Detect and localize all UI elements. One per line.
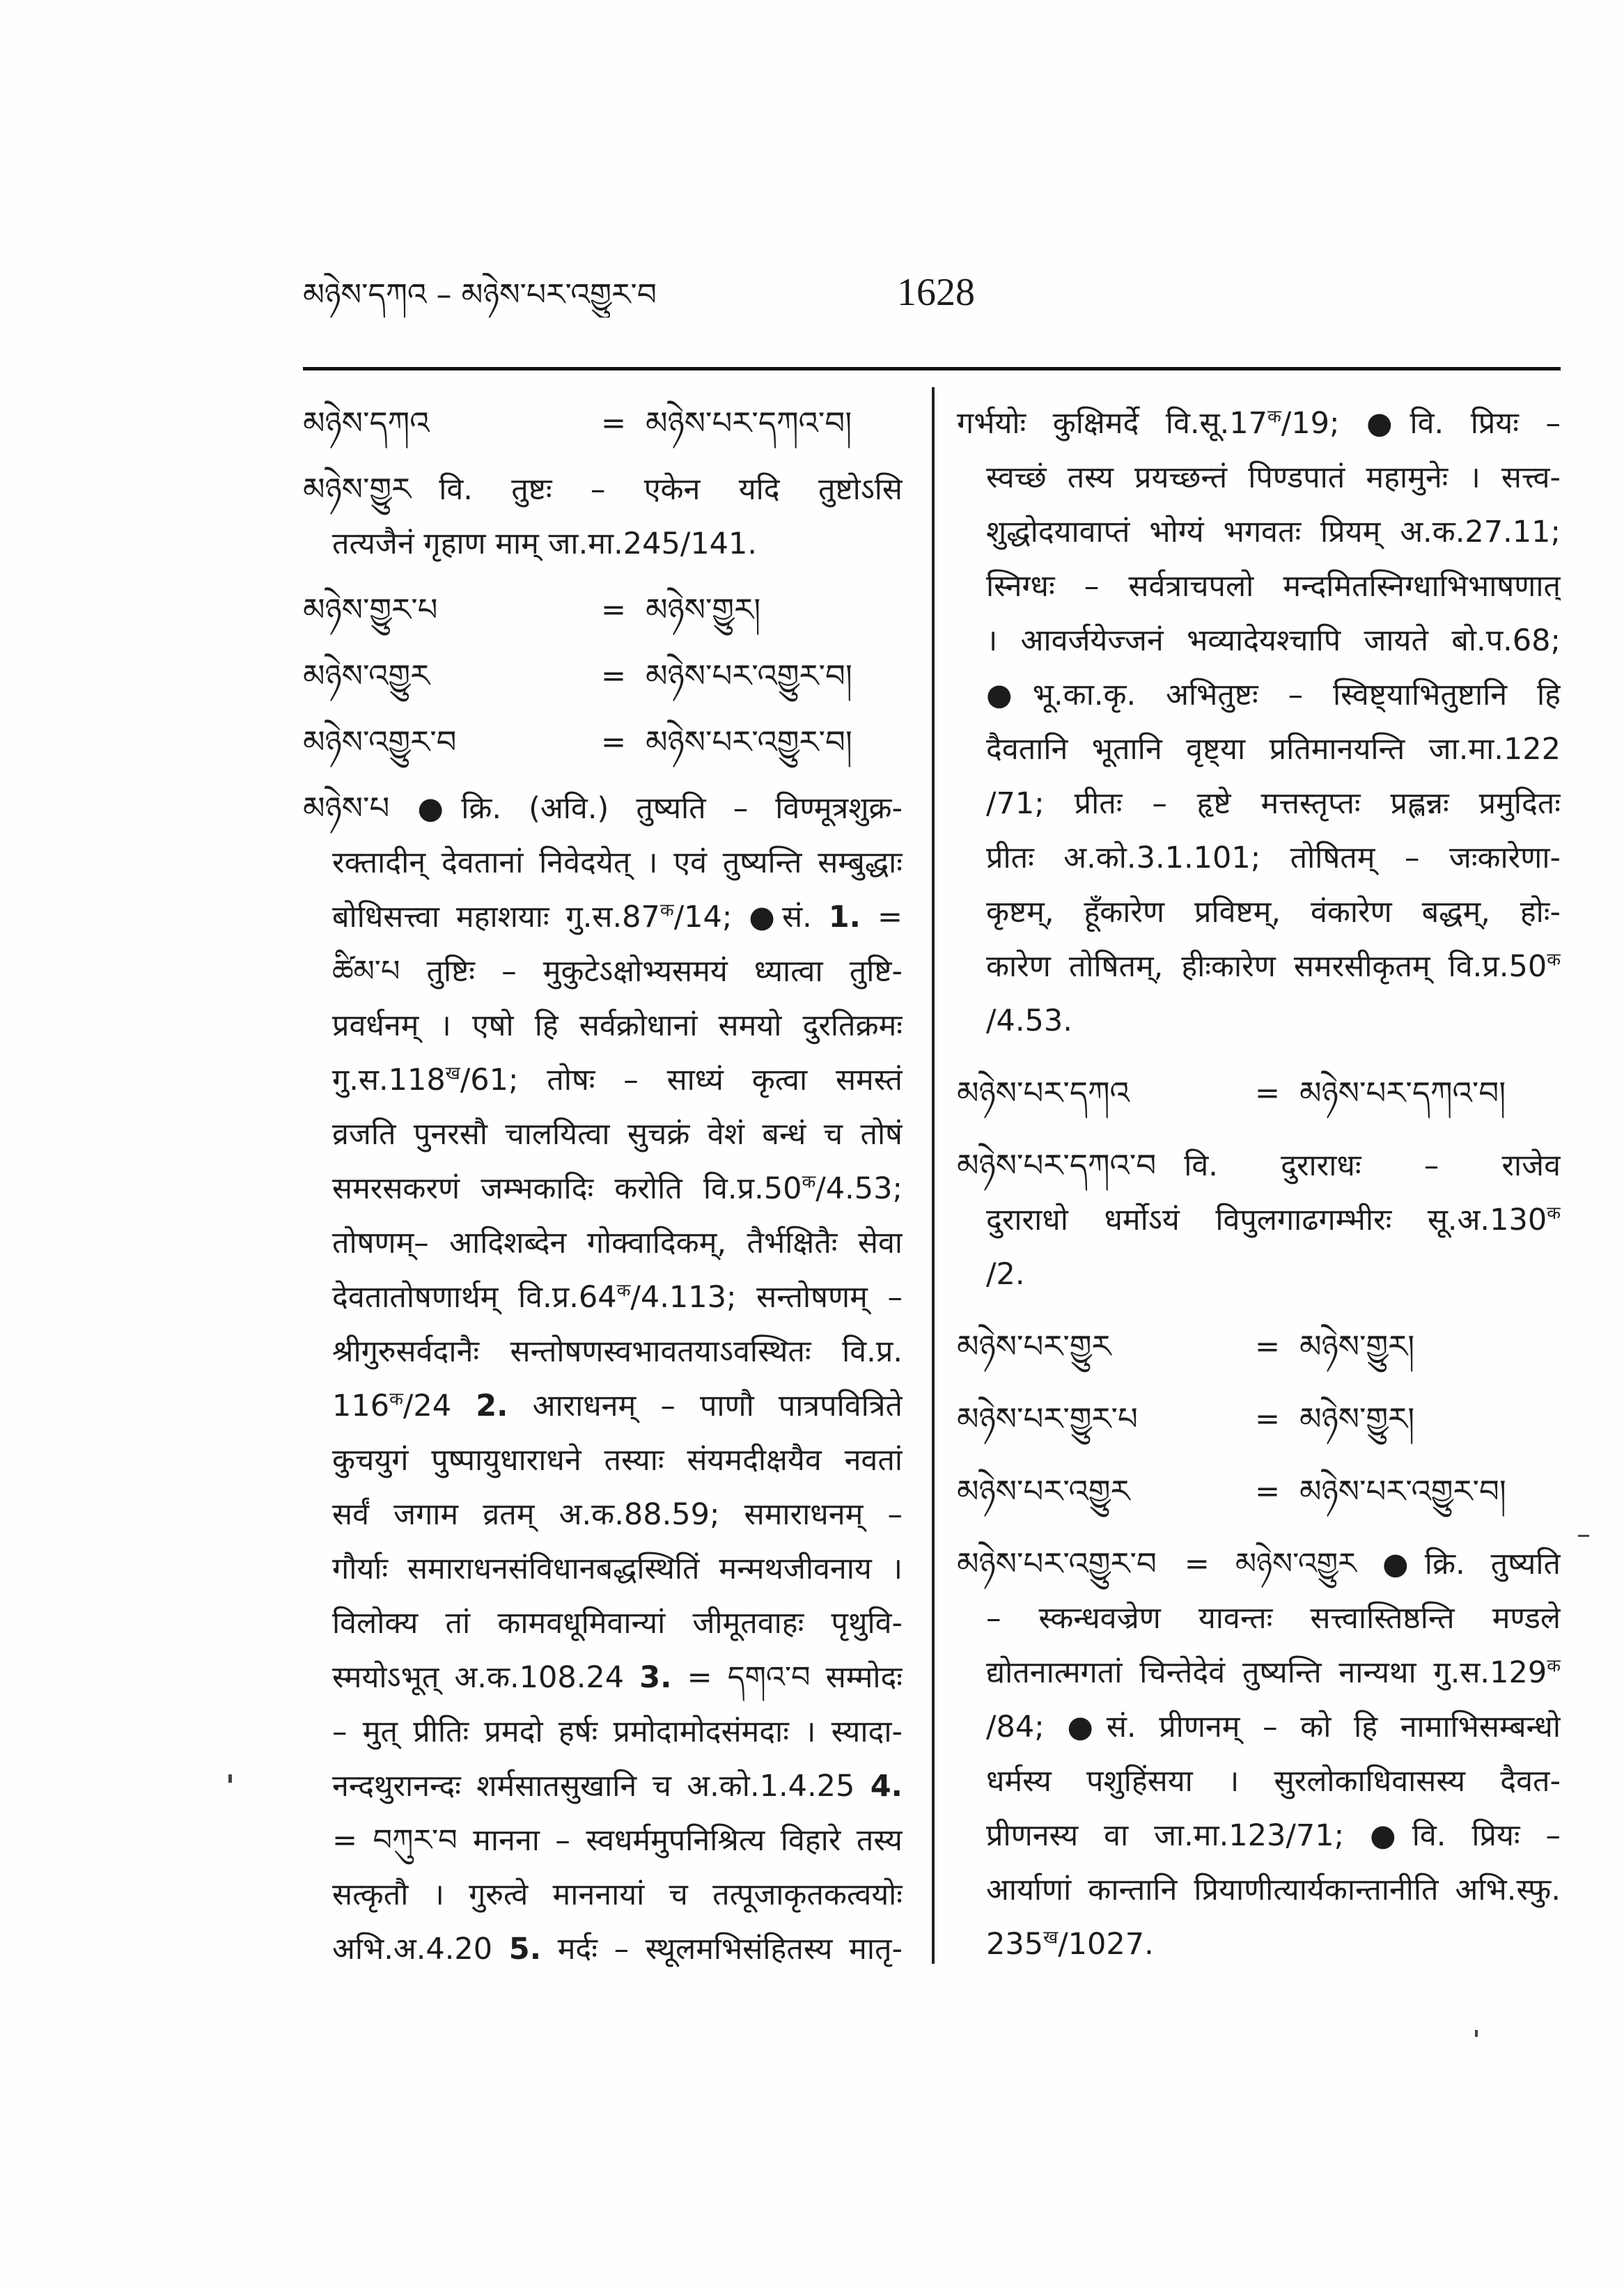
definition-text: /19; ●वि. प्रियः – bbox=[1281, 406, 1561, 441]
definition-line bbox=[303, 1759, 903, 1813]
definition-text: /24 bbox=[403, 1389, 476, 1423]
cross-reference-row bbox=[957, 1392, 1561, 1446]
folio-side-marker: ख bbox=[1043, 1927, 1059, 1948]
cross-reference-row bbox=[957, 1320, 1561, 1374]
cross-reference-target: མཉེས་པར་དཀའ་བ། bbox=[1299, 1075, 1506, 1111]
dictionary-entry bbox=[303, 462, 903, 571]
sense-number: 1. bbox=[828, 900, 861, 935]
definition-line bbox=[957, 1700, 1561, 1754]
entry-headword: མཉེས་པར་གྱུར་པ bbox=[957, 1400, 1138, 1437]
folio-side-marker: क bbox=[802, 1171, 816, 1193]
folio-side-marker: क bbox=[1267, 406, 1281, 428]
definition-text: 116 bbox=[332, 1389, 390, 1423]
dictionary-entry bbox=[303, 396, 903, 451]
scan-speck bbox=[1578, 1535, 1589, 1537]
definition-text: गु.स.118 bbox=[332, 1063, 446, 1097]
definition-line bbox=[957, 1754, 1561, 1808]
cross-reference-target: མཉེས་གྱུར། bbox=[1299, 1400, 1415, 1437]
definition-text: देवतातोषणार्थम् वि.प्र.64 bbox=[332, 1280, 617, 1315]
definition-text: तत्यजैनं गृहाण माम् जा.मा.245/141. bbox=[332, 526, 758, 561]
definition-line bbox=[303, 1868, 903, 1922]
definition-text: श्रीगुरुसर्वदानैः सन्तोषणस्वभावतयाऽवस्थितः वि.प्र. bbox=[332, 1334, 903, 1369]
definition-line bbox=[957, 396, 1561, 451]
definition-line bbox=[957, 1247, 1561, 1302]
definition-line bbox=[303, 1379, 903, 1433]
entry-headword: མཉེས་པར་འགྱུར bbox=[957, 1473, 1130, 1510]
definition-line bbox=[957, 1863, 1561, 1917]
definition-text: धर्मस्य पशुहिंसया । सुरलोकाधिवासस्य दैवत- bbox=[986, 1764, 1561, 1799]
dictionary-entry bbox=[303, 649, 903, 703]
cross-reference-target: མཉེས་པར་འགྱུར་བ། bbox=[646, 657, 852, 694]
equals-sign: = bbox=[1255, 1076, 1281, 1111]
equals-sign: = bbox=[1255, 1402, 1281, 1437]
definition-line bbox=[957, 505, 1561, 559]
cross-reference-target: མཉེས་པར་འགྱུར་བ། bbox=[646, 724, 852, 760]
definition-line bbox=[303, 1325, 903, 1379]
definition-text: आर्याणां कान्तानि प्रियाणीत्यार्यकान्तानीति अभि.स्फु. bbox=[986, 1873, 1561, 1907]
definition-first-line bbox=[957, 1139, 1561, 1193]
folio-side-marker: क bbox=[1547, 1655, 1561, 1677]
definition-text: । आवर्जयेज्जनं भव्यादेयश्चापि जायते बो.प.68; bbox=[986, 623, 1561, 658]
definition-text: दैवतानि भूतानि वृष्ट्या प्रतिमानयन्ति जा.मा.122 bbox=[986, 732, 1561, 767]
definition-line bbox=[957, 1193, 1561, 1247]
definition-line bbox=[957, 1917, 1561, 1971]
folio-side-marker: ख bbox=[445, 1063, 460, 1084]
definition-text: वि. दुराराधः – राजेव bbox=[1184, 1148, 1561, 1183]
entry-headword: མཉེས་གྱུར་པ bbox=[303, 591, 438, 628]
definition-line bbox=[303, 1922, 903, 1976]
definition-text: /84; ●सं. प्रीणनम् – को हि नामाभिसम्बन्धो bbox=[986, 1710, 1561, 1744]
definition-line bbox=[957, 1808, 1561, 1863]
definition-text: विलोक्य तां कामवधूमिवान्यां जीमूतवाहः पृथुवि- bbox=[332, 1606, 903, 1641]
definition-line bbox=[957, 776, 1561, 831]
cross-reference-row bbox=[957, 1066, 1561, 1120]
dictionary-entry bbox=[957, 1392, 1561, 1446]
definition-text: गर्भयोः कुक्षिमर्दे वि.सू.17 bbox=[957, 406, 1267, 441]
definition-line bbox=[957, 885, 1561, 939]
definition-line bbox=[303, 1650, 903, 1705]
dictionary-entry bbox=[957, 1139, 1561, 1302]
definition-text: /1027. bbox=[1058, 1927, 1154, 1962]
dictionary-entry bbox=[957, 396, 1561, 1048]
dictionary-entry bbox=[957, 1320, 1561, 1374]
folio-side-marker: क bbox=[389, 1389, 403, 1410]
definition-text: = མཉེས་འགྱུར ●क्रि. तुष्यति bbox=[1184, 1547, 1561, 1581]
definition-text: आराधनम् – पाणौ पात्रपवित्रिते bbox=[508, 1389, 903, 1423]
definition-text: अभि.अ.4.20 bbox=[332, 1932, 509, 1967]
definition-text: सर्वं जगाम व्रतम् अ.क.88.59; समाराधनम् – bbox=[332, 1497, 903, 1532]
entry-headword: མཉེས་པར་འགྱུར་བ bbox=[957, 1545, 1157, 1582]
definition-line bbox=[303, 1433, 903, 1487]
definition-text: वि. तुष्टः – एकेन यदि तुष्टोऽसि bbox=[439, 472, 903, 507]
definition-line bbox=[957, 939, 1561, 994]
definition-first-line bbox=[957, 1537, 1561, 1591]
entry-headword: མཉེས་དཀའ bbox=[303, 405, 430, 442]
definition-line bbox=[303, 1596, 903, 1650]
entry-headword: མཉེས་འགྱུར bbox=[303, 657, 430, 694]
definition-text: = དགའ་བ सम्मोदः bbox=[671, 1660, 903, 1695]
folio-side-marker: क bbox=[616, 1280, 631, 1302]
entry-headword: མཉེས་པ bbox=[303, 790, 390, 827]
definition-text: शुद्धोदयावाप्तं भोग्यं भगवतः प्रियम् अ.क.27.11; bbox=[986, 515, 1561, 549]
definition-line bbox=[957, 1646, 1561, 1700]
definition-line bbox=[957, 614, 1561, 668]
definition-line bbox=[303, 836, 903, 890]
definition-text: समरसकरणं जम्भकादिः करोति वि.प्र.50 bbox=[332, 1171, 802, 1206]
definition-text: = bbox=[861, 900, 903, 935]
definition-line bbox=[957, 831, 1561, 885]
equals-sign: = bbox=[1255, 1474, 1281, 1509]
definition-text: /14; ●सं. bbox=[673, 900, 829, 935]
page-number: 1628 bbox=[897, 271, 975, 314]
folio-side-marker: क bbox=[1547, 949, 1561, 971]
definition-text: ●क्रि. (अवि.) तुष्यति – विण्मूत्रशुक्र- bbox=[417, 791, 903, 826]
definition-text: /71; प्रीतः – हृष्टे मत्तस्तृप्तः प्रह्लन्नः प्रमुदितः bbox=[986, 786, 1561, 821]
definition-text: 235 bbox=[986, 1927, 1044, 1962]
equals-sign: = bbox=[601, 659, 627, 694]
definition-first-line bbox=[303, 781, 903, 836]
dictionary-entry bbox=[957, 1537, 1561, 1971]
equals-sign: = bbox=[601, 593, 627, 627]
definition-line-text bbox=[1184, 1139, 1561, 1193]
definition-line bbox=[303, 1162, 903, 1216]
entry-headword: མཉེས་གྱུར bbox=[303, 471, 412, 508]
scan-speck bbox=[228, 1774, 232, 1783]
definition-text: /4.53; bbox=[815, 1171, 903, 1206]
definition-text: तोषणम्– आदिशब्देन गोक्वादिकम्, तैर्भक्षितैः सेवा bbox=[332, 1226, 903, 1260]
sense-number: 5. bbox=[508, 1932, 542, 1967]
definition-line bbox=[957, 1591, 1561, 1646]
definition-text: बोधिसत्त्वा महाशयाः गु.स.87 bbox=[332, 900, 660, 935]
definition-text: /2. bbox=[986, 1257, 1025, 1292]
sense-number: 4. bbox=[870, 1769, 903, 1804]
sense-number: 3. bbox=[639, 1660, 672, 1695]
definition-text: प्रीणनस्य वा जा.मा.123/71; ●वि. प्रियः – bbox=[986, 1818, 1561, 1853]
equals-sign: = bbox=[601, 725, 627, 760]
definition-line bbox=[303, 1705, 903, 1759]
definition-line bbox=[303, 999, 903, 1053]
cross-reference-row bbox=[303, 396, 903, 451]
header-rule bbox=[303, 367, 1561, 370]
definition-text: प्रवर्धनम् । एषो हि सर्वक्रोधानां समयो दुरतिक्रमः bbox=[332, 1008, 903, 1043]
definition-text: ཚིམ་པ तुष्टिः – मुकुटेऽक्षोभ्यसमयं ध्यात्वा तुष्टि- bbox=[332, 954, 903, 989]
folio-side-marker: क bbox=[659, 900, 674, 921]
definition-line bbox=[303, 944, 903, 999]
definition-text: प्रीतः अ.को.3.1.101; तोषितम् – जःकारेणा- bbox=[986, 841, 1561, 875]
dictionary-entry bbox=[957, 1066, 1561, 1120]
definition-line bbox=[303, 1542, 903, 1596]
definition-text: नन्दथुरानन्दः शर्मसातसुखानि च अ.को.1.4.25 bbox=[332, 1769, 870, 1804]
definition-text: – मुत् प्रीतिः प्रमदो हर्षः प्रमोदामोदसंमदाः । स्यादा- bbox=[332, 1714, 903, 1749]
entry-headword: མཉེས་པར་དཀའ bbox=[957, 1075, 1130, 1111]
definition-text: स्निग्धः – सर्वत्राचपलो मन्दमितस्निग्धाभिभाषणात् bbox=[986, 569, 1561, 604]
scan-speck bbox=[1475, 2030, 1478, 2037]
cross-reference-row bbox=[303, 649, 903, 703]
cross-reference-row bbox=[303, 715, 903, 769]
entry-headword: མཉེས་འགྱུར་བ bbox=[303, 724, 457, 760]
dictionary-entry bbox=[957, 1464, 1561, 1519]
dictionary-entry bbox=[303, 781, 903, 1976]
definition-line bbox=[957, 994, 1561, 1048]
equals-sign: = bbox=[1255, 1329, 1281, 1364]
definition-text: – स्कन्धवज्रेण यावन्तः सत्त्वास्तिष्ठन्ति मण्डले bbox=[986, 1601, 1561, 1636]
definition-text: व्रजति पुनरसौ चालयित्वा सुचक्रं वेशं बन्धं च तोषं bbox=[332, 1117, 903, 1152]
definition-text: ●भू.का.कृ. अभितुष्टः – स्विष्ट्याभितुष्टानि हि bbox=[986, 678, 1561, 712]
definition-text: द्योतनात्मगतां चिन्तेदेवं तुष्यन्ति नान्यथा गु.स.129 bbox=[986, 1655, 1547, 1690]
cross-reference-target: མཉེས་གྱུར། bbox=[646, 591, 761, 628]
definition-text: /61; तोषः – साध्यं कृत्वा समस्तं bbox=[460, 1063, 903, 1097]
entry-headword: མཉེས་པར་དཀའ་བ bbox=[957, 1147, 1157, 1184]
sense-number: 2. bbox=[476, 1389, 508, 1423]
definition-line bbox=[957, 722, 1561, 776]
definition-text: कुचयुगं पुष्पायुधाराधने तस्याः संयमदीक्षयैव नवतां bbox=[332, 1443, 903, 1478]
definition-text: /4.53. bbox=[986, 1003, 1072, 1038]
definition-line bbox=[303, 517, 903, 571]
dictionary-entry bbox=[303, 715, 903, 769]
definition-line bbox=[303, 890, 903, 944]
definition-text: कारेण तोषितम्, हीःकारेण समरसीकृतम् वि.प्र.50 bbox=[986, 949, 1547, 984]
cross-reference-target: མཉེས་པར་འགྱུར་བ། bbox=[1299, 1473, 1506, 1510]
definition-text: = བཀུར་བ मानना – स्वधर्ममुपनिश्रित्य विहारे तस्य bbox=[332, 1823, 903, 1858]
definition-text: दुराराधो धर्मोऽयं विपुलगाढगम्भीरः सू.अ.130 bbox=[986, 1203, 1547, 1237]
definition-text: मर्दः – स्थूलमभिसंहितस्य मातृ- bbox=[541, 1932, 903, 1967]
definition-line bbox=[303, 1053, 903, 1107]
definition-line bbox=[957, 559, 1561, 614]
definition-first-line bbox=[303, 462, 903, 517]
definition-line bbox=[303, 1107, 903, 1162]
definition-line bbox=[303, 1487, 903, 1542]
equals-sign: = bbox=[601, 406, 627, 441]
definition-text: सत्कृतौ । गुरुत्वे माननायां च तत्पूजाकृतकत्वयोः bbox=[332, 1877, 903, 1912]
definition-line bbox=[303, 1813, 903, 1868]
definition-line bbox=[957, 668, 1561, 722]
definition-text: स्मयोऽभूत् अ.क.108.24 bbox=[332, 1660, 640, 1695]
definition-line bbox=[303, 1270, 903, 1325]
folio-side-marker: क bbox=[1547, 1203, 1561, 1224]
definition-line-text bbox=[1185, 1537, 1561, 1591]
left-column bbox=[303, 396, 903, 1977]
definition-text: /4.113; सन्तोषणम् – bbox=[630, 1280, 903, 1315]
definition-line bbox=[957, 451, 1561, 505]
definition-line-text bbox=[417, 781, 903, 836]
definition-text: रक्तादीन् देवतानां निवेदयेत् । एवं तुष्यन्ति सम्बुद्धाः bbox=[332, 845, 903, 880]
cross-reference-row bbox=[957, 1464, 1561, 1519]
column-divider bbox=[932, 387, 935, 1964]
definition-text: कृष्टम्, हूँकारेण प्रविष्टम्, वंकारेण बद्धम्, होः- bbox=[986, 895, 1561, 930]
cross-reference-target: མཉེས་གྱུར། bbox=[1299, 1328, 1415, 1365]
definition-line-text bbox=[439, 462, 903, 517]
definition-line bbox=[303, 1216, 903, 1270]
cross-reference-target: མཉེས་པར་དཀའ་བ། bbox=[646, 405, 852, 442]
dictionary-entry bbox=[303, 583, 903, 637]
running-title: མཉེས་དཀའ – མཉེས་པར་འགྱུར་བ bbox=[303, 277, 657, 313]
definition-text: स्वच्छं तस्य प्रयच्छन्तं पिण्डपातं महामुनेः । सत्त्व- bbox=[986, 460, 1561, 495]
entry-headword: མཉེས་པར་གྱུར bbox=[957, 1328, 1111, 1365]
definition-text: गौर्याः समाराधनसंविधानबद्धस्थितिं मन्मथजीवनाय । bbox=[332, 1552, 903, 1586]
right-column bbox=[957, 396, 1561, 1977]
cross-reference-row bbox=[303, 583, 903, 637]
